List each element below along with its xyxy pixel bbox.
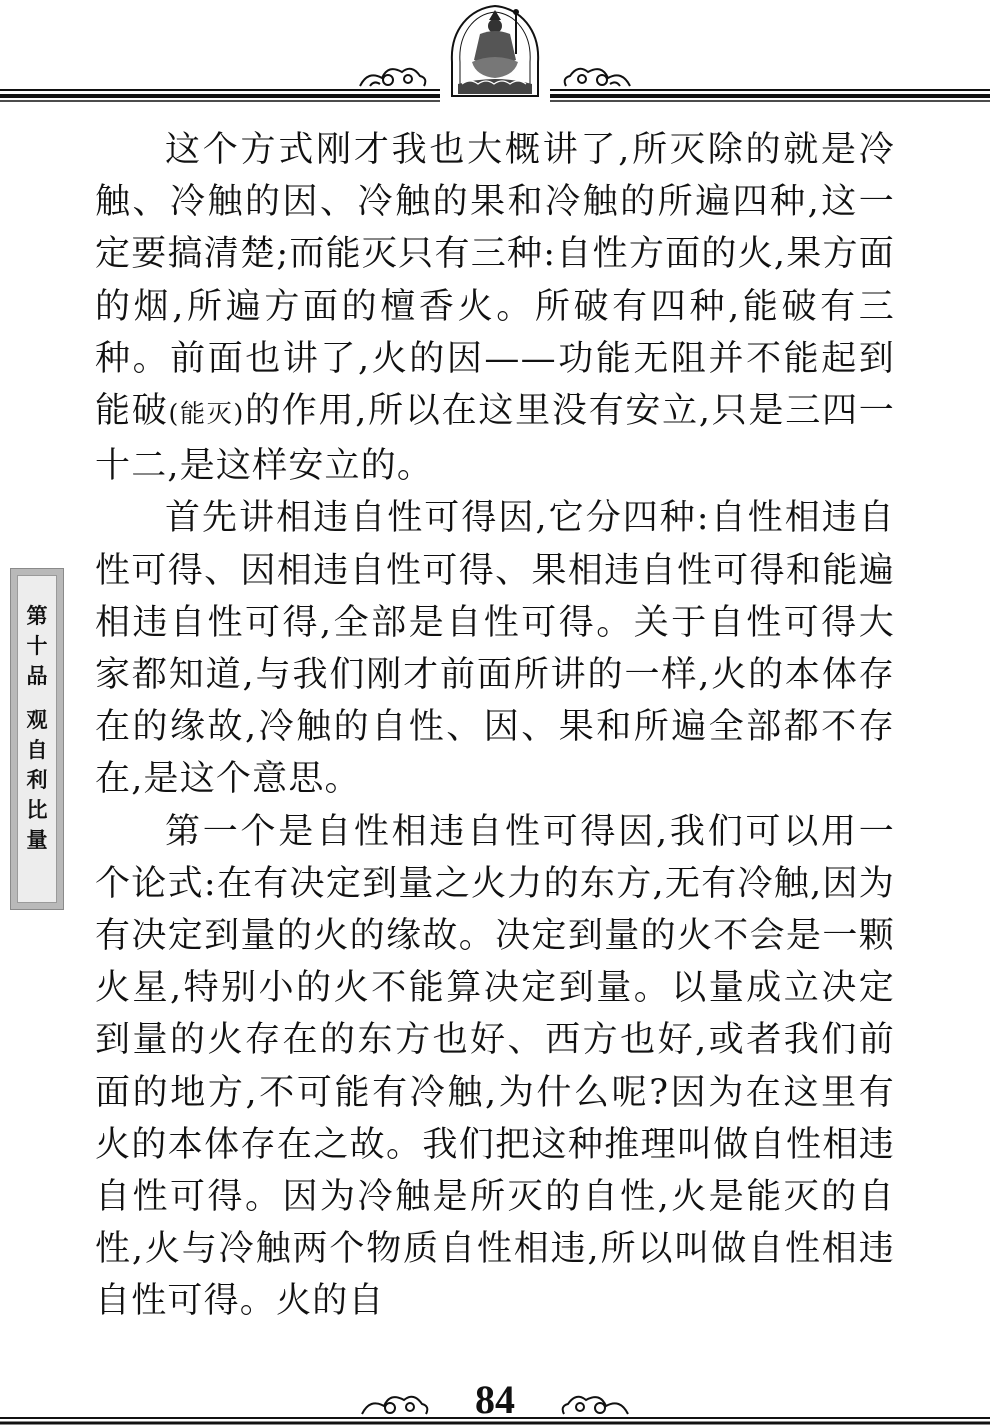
paragraph: 首先讲相违自性可得因,它分四种:自性相违自性可得、因相违自性可得、果相违自性可得和能遍相违自性可得,全部是自性可得。关于自性可得大家都知道,与我们刚才前面所讲的一样,火的本体存在的缘故,冷触的自性、因、果和所遍全部都不存在,是这个意思。 <box>95 498 895 800</box>
header-ornament <box>0 0 990 112</box>
deity-emblem-icon <box>452 6 538 96</box>
chapter-tab-char: 十 <box>26 633 48 658</box>
inline-note: (能灭) <box>168 399 245 429</box>
chapter-tab-char: 利 <box>26 767 48 792</box>
paragraph-text: 的作用,所以在这里没有安立,只是三四一十二,是这样安立的。 <box>95 391 896 487</box>
chapter-tab-char: 品 <box>26 663 48 688</box>
paragraph: 第一个是自性相违自性可得因,我们可以用一个论式:在有决定到量之火力的东方,无有冷触,因为有决定到量的火的缘故。决定到量的火不会是一颗火星,特别小的火不能算决定到量。以量成立决定到量的火存在的东方也好、西方也好,或者我们前面的地方,不可能有冷触,为什么呢?因为在这里有火的本体存在之故。我们把这种推理叫做自性相违自性可得。因为冷触是所灭的自性,火是能灭的自性,火与冷触两个物质自性相违,所以叫做自性相违自性可得。火的自 <box>95 811 895 1322</box>
chapter-side-tab <box>10 568 64 910</box>
chapter-tab-char: 观 <box>26 707 48 732</box>
header-ornament-graphic <box>0 0 990 112</box>
chapter-tab-char: 量 <box>26 827 48 852</box>
paragraph-text: 这个方式刚才我也大概讲了,所灭除的就是冷触、冷触的因、冷触的果和冷触的所遍四种,这一定要搞清楚;而能灭只有三种:自性方面的火,果方面的烟,所遍方面的檀香火。所破有四种,能破有三种。前面也讲了,火的因——功能无阻并不能起到能破 <box>95 130 895 432</box>
chapter-side-tab-label <box>24 601 50 855</box>
chapter-tab-char: 比 <box>26 797 48 822</box>
page-number: 84 <box>475 1377 515 1422</box>
chapter-tab-char: 第 <box>26 603 48 628</box>
chapter-tab-char: 自 <box>26 737 48 762</box>
body-text <box>95 124 895 1328</box>
paragraph <box>95 124 895 492</box>
